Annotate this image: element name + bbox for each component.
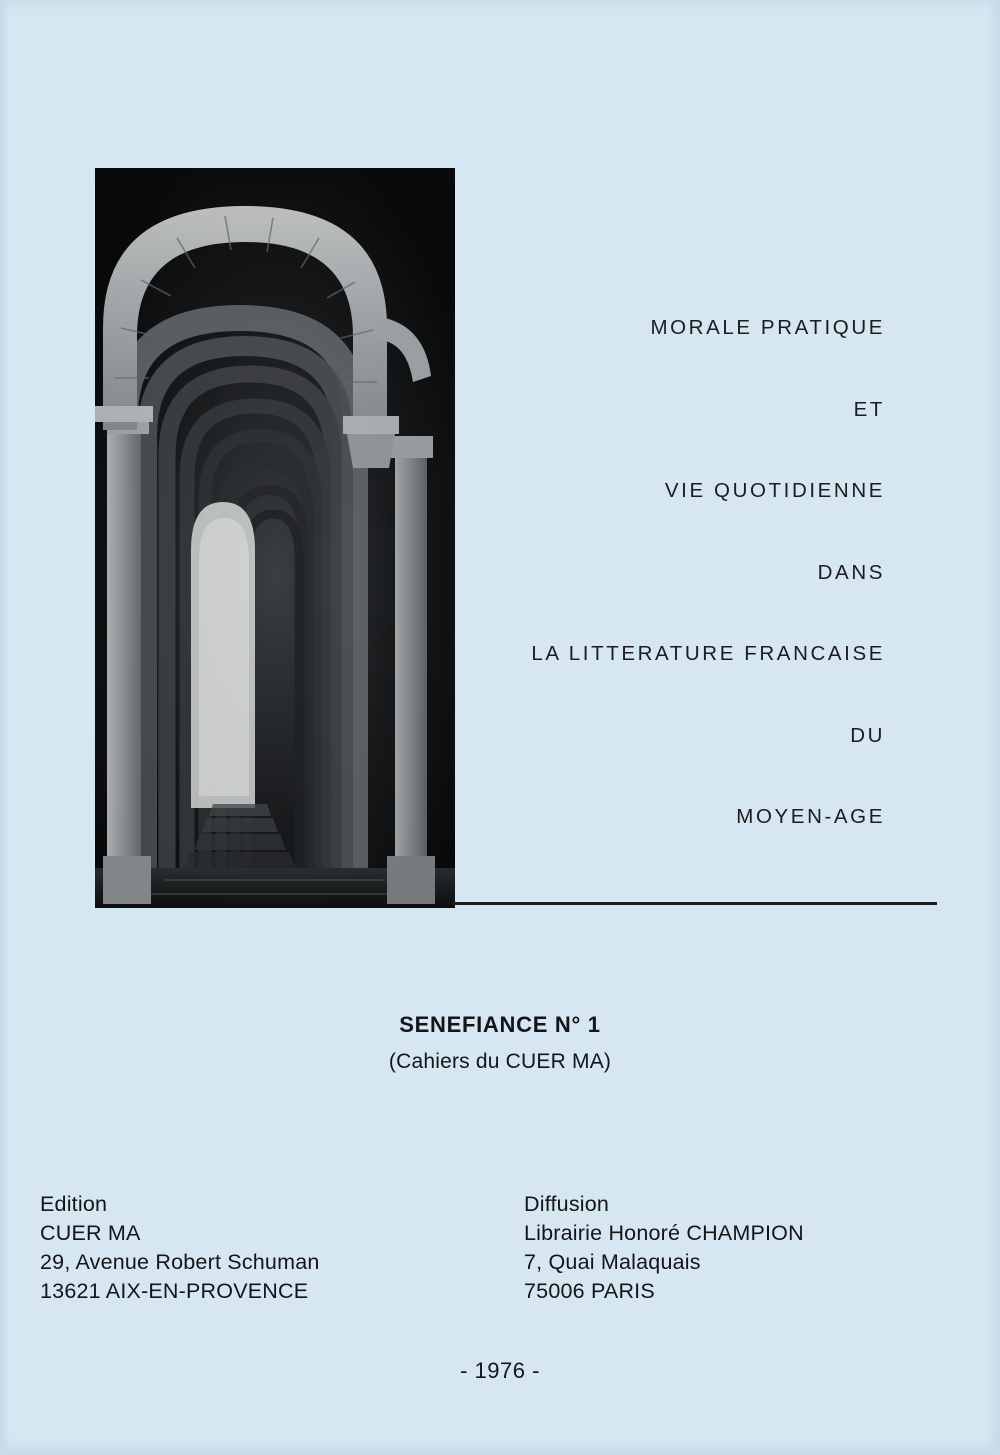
- title-line-1: MORALE PRATIQUE: [650, 316, 885, 339]
- imprint-diffusion-line-2: 7, Quai Malaquais: [524, 1250, 701, 1274]
- imprint-edition-line-2: 29, Avenue Robert Schuman: [40, 1250, 320, 1274]
- imprint-edition-line-1: CUER MA: [40, 1221, 141, 1245]
- scan-edge-bottom: [0, 1437, 1000, 1455]
- title-line-3: VIE QUOTIDIENNE: [664, 479, 885, 502]
- title-line-7: MOYEN-AGE: [736, 805, 885, 828]
- series-block: [0, 1012, 1000, 1074]
- scan-edge-right: [986, 0, 1000, 1455]
- scan-edge-left: [0, 0, 10, 1455]
- title-line-5: LA LITTERATURE FRANCAISE: [531, 642, 885, 665]
- title-line-2: ET: [853, 397, 885, 421]
- imprint-diffusion-line-3: 75006 PARIS: [524, 1279, 655, 1303]
- imprint-edition-line-3: 13621 AIX-EN-PROVENCE: [40, 1279, 309, 1303]
- imprint-edition-heading: Edition: [40, 1192, 108, 1216]
- title-underline-rule: [452, 902, 937, 905]
- cloister-arcade-photo: [95, 168, 455, 908]
- title-line-6: DU: [850, 723, 885, 747]
- publication-year: - 1976 -: [460, 1358, 540, 1383]
- imprint-edition-block: [40, 1190, 320, 1306]
- series-title: SENEFIANCE N° 1: [399, 1012, 601, 1037]
- imprint-diffusion-heading: Diffusion: [524, 1192, 610, 1216]
- series-subtitle: (Cahiers du CUER MA): [388, 1050, 612, 1073]
- imprint-diffusion-block: [524, 1190, 804, 1306]
- scan-edge-top: [0, 0, 1000, 12]
- imprint-diffusion-line-1: Librairie Honoré CHAMPION: [524, 1221, 804, 1245]
- title-line-4: DANS: [817, 560, 885, 584]
- cover-title-block: [430, 318, 885, 828]
